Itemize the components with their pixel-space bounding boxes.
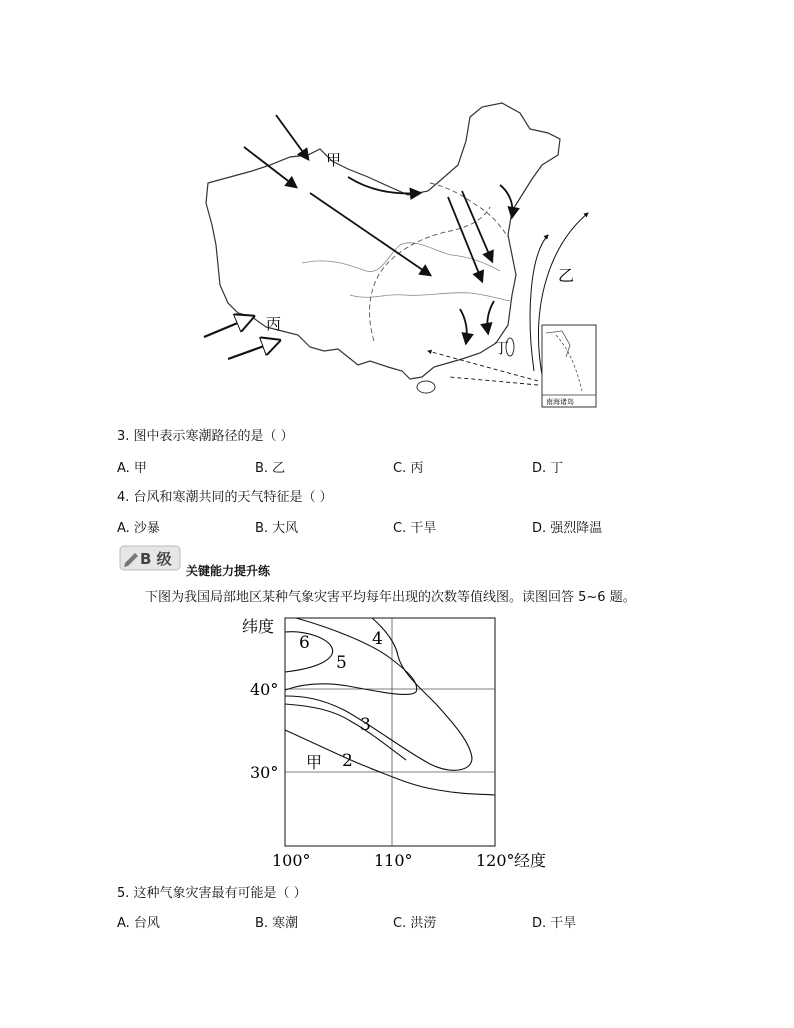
q4-option-b: B. 大风 (255, 521, 299, 536)
hainan-island (417, 381, 435, 393)
y-axis-label: 纬度 (242, 617, 275, 636)
jia-arrow-3 (310, 193, 430, 275)
question-3-stem: 3. 图中表示寒潮路径的是（ ） (117, 429, 294, 444)
x-tick-120: 120° (476, 851, 515, 870)
bing-arrow-1 (204, 317, 252, 337)
jia-arrow-8 (460, 309, 467, 343)
badge-text: B 级 (140, 550, 172, 568)
contour-label-2: 2 (342, 751, 353, 771)
y-tick-40: 40° (250, 680, 279, 699)
q5-option-d: D. 干旱 (532, 916, 577, 931)
x-axis-label: 经度 (514, 851, 547, 870)
label-jia: 甲 (326, 151, 342, 169)
q4-option-a: A. 沙暴 (117, 521, 160, 536)
china-map-figure (190, 95, 610, 415)
q5-option-c: C. 洪涝 (393, 916, 437, 931)
contour-label-3: 3 (360, 715, 371, 735)
ding-arrow-2 (450, 377, 538, 385)
q4-option-c: C. 干旱 (393, 521, 437, 536)
contour-graph-figure (240, 612, 560, 874)
x-tick-100: 100° (272, 851, 311, 870)
question-4-stem: 4. 台风和寒潮共同的天气特征是（ ） (117, 490, 333, 505)
contour-label-5: 5 (336, 653, 347, 673)
contour-label-4: 4 (372, 629, 383, 649)
label-yi: 乙 (558, 266, 575, 285)
label-ding: 丁 (494, 339, 510, 357)
q3-option-a: A. 甲 (117, 461, 147, 476)
q3-option-b: B. 乙 (255, 461, 286, 476)
jia-arrow-4 (348, 177, 420, 193)
yangtze-river (350, 293, 510, 301)
ding-arrow-1 (428, 351, 538, 381)
dashed-boundary-2 (430, 183, 508, 237)
y-tick-30: 30° (250, 763, 279, 782)
q3-option-c: C. 丙 (393, 461, 424, 476)
jia-arrow-1 (276, 115, 308, 159)
jia-arrow-5 (448, 197, 482, 281)
level-badge (118, 543, 182, 573)
q5-option-a: A. 台风 (117, 916, 160, 931)
yellow-river (302, 243, 500, 272)
jia-arrow-9 (487, 301, 494, 333)
label-bing: 丙 (266, 315, 282, 333)
section-title: 关键能力提升练 (186, 564, 271, 578)
jia-arrow-7 (500, 185, 513, 217)
question-5-stem: 5. 这种气象灾害最有可能是（ ） (117, 886, 307, 901)
contour-5 (285, 618, 417, 694)
plot-frame (285, 618, 495, 846)
q5-option-b: B. 寒潮 (255, 916, 299, 931)
contour-label-6: 6 (299, 633, 310, 653)
inset-label: 南海诸岛 (546, 398, 574, 406)
x-tick-110: 110° (374, 851, 413, 870)
q3-option-d: D. 丁 (532, 461, 564, 476)
china-outline (206, 103, 560, 379)
bing-arrow-2 (228, 341, 278, 359)
point-label-jia: 甲 (306, 753, 323, 772)
china-map-svg (190, 95, 610, 415)
intro-text: 下图为我国局部地区某种气象灾害平均每年出现的次数等值线图。读图回答 5~6 题。 (145, 590, 636, 605)
jia-arrow-2 (244, 147, 296, 187)
q4-option-d: D. 强烈降温 (532, 521, 603, 536)
